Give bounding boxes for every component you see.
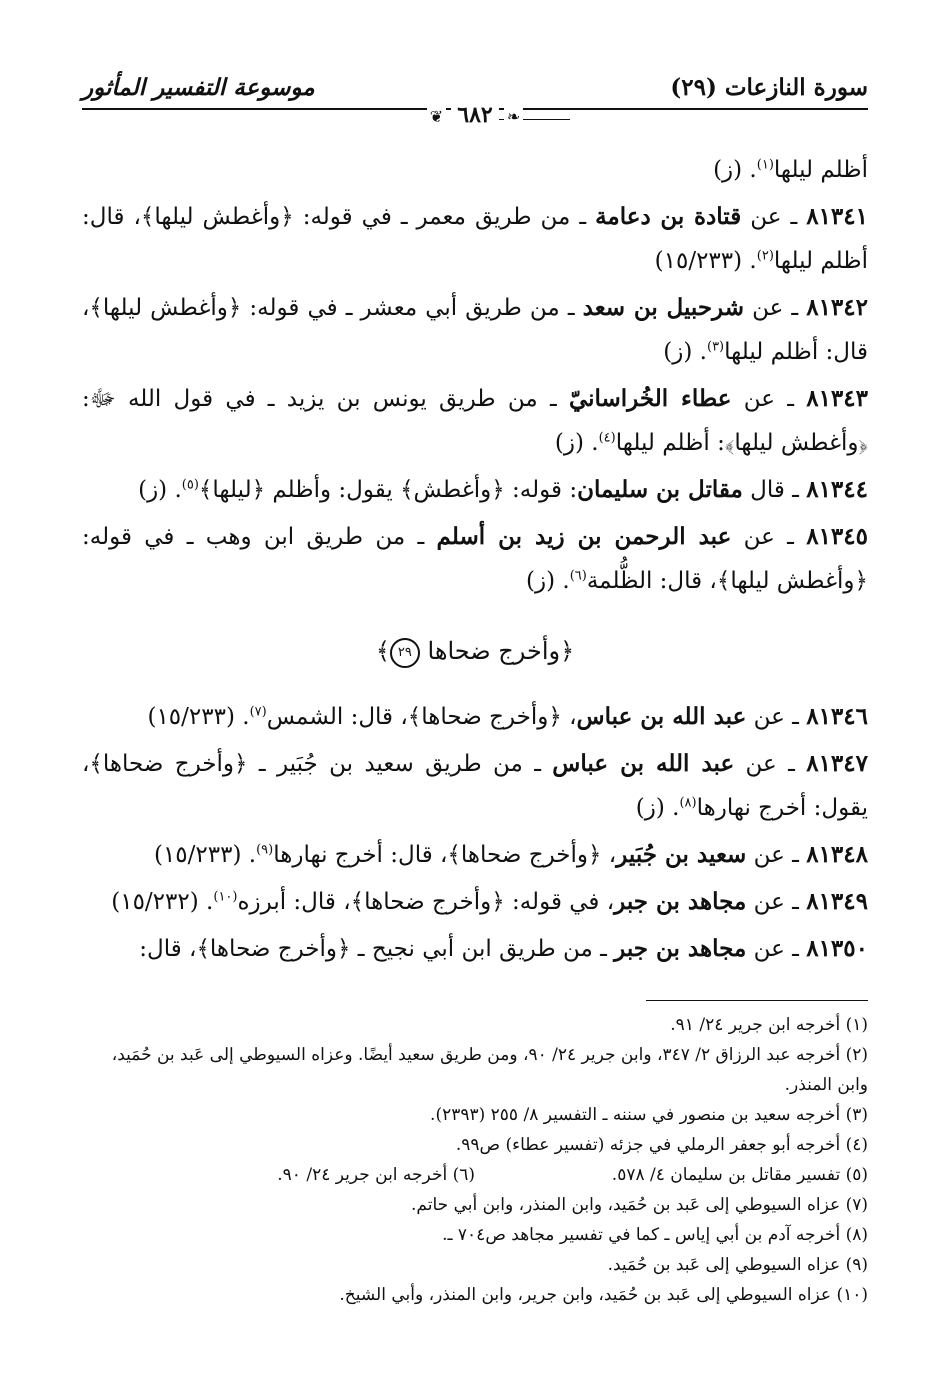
footnote: (٢) أخرجه عبد الرزاق ٢/ ٣٤٧، وابن جرير ٢٤/ ٩٠، ومن طريق سعيد أيضًا. وعزاه السيوطي إلى عَبد بن حُمَيد، وابن المنذر. xyxy=(111,1045,868,1095)
footnote-ref[interactable]: (٤) xyxy=(598,430,616,446)
narration-number: ٨١٣٤٦ xyxy=(806,703,868,730)
footnote-ref[interactable]: (٨) xyxy=(679,795,697,811)
narrator-name: شرحبيل بن سعد xyxy=(582,294,745,321)
footnote-ref[interactable]: (٦) xyxy=(569,568,587,584)
paragraph xyxy=(82,927,868,971)
paragraph-lead: ـ عن xyxy=(746,842,807,868)
paragraph xyxy=(82,286,868,374)
paragraph-lead: ـ عن xyxy=(731,524,807,550)
paragraph-tail: . (ز) xyxy=(713,157,757,183)
footnote: (٧) عزاه السيوطي إلى عَبد بن حُمَيد، وابن المنذر، وابن أبي حاتم. xyxy=(411,1195,868,1215)
narrator-name: عطاء الخُراسانيّ xyxy=(568,385,732,412)
narration-number: ٨١٣٤١ xyxy=(806,203,868,230)
paragraph-lead: ـ عن xyxy=(746,889,807,915)
book-title: موسوعة التفسير المأثور xyxy=(82,74,315,101)
paragraph xyxy=(82,377,868,465)
paragraph-text: ـ من طريق ابن أبي نجيح ـ ﴿وأخرج ضحاها﴾، قال: xyxy=(139,936,615,962)
footnote-ref[interactable]: (٩) xyxy=(256,842,274,858)
paragraph-lead: ـ عن xyxy=(731,386,807,412)
paragraph-text: ـ من طريق ابن وهب ـ في قوله: ﴿وأغطش ليلها﴾، قال: الظُّلمة xyxy=(82,524,868,594)
paragraph-text: ـ من طريق يونس بن يزيد ـ في قول الله ﷻ: ﴿وأغطش ليلها﴾: أظلم ليلها xyxy=(82,386,868,456)
narrator-name: عبد الله بن عباس xyxy=(552,750,735,777)
page-number: ٦٨٢ xyxy=(451,102,498,128)
paragraph-text: ـ من طريق سعيد بن جُبَير ـ ﴿وأخرج ضحاها﴾، يقول: أخرج نهارها xyxy=(82,751,868,821)
paragraph-tail: . (١٥/٢٣٢) xyxy=(111,889,214,915)
footnote: (٣) أخرجه سعيد بن منصور في سننه ـ التفسير ٨/ ٢٥٥ (٢٣٩٣). xyxy=(430,1105,868,1125)
paragraph xyxy=(82,195,868,283)
footnote-ref[interactable]: (٣) xyxy=(706,339,725,355)
page-number-block xyxy=(0,102,950,132)
paragraph-tail: . (١٥/٢٣٣) xyxy=(147,704,250,730)
footnote-ref[interactable]: (١٠) xyxy=(213,889,238,905)
narration-number: ٨١٣٤٨ xyxy=(806,841,868,868)
narrator-name: سعيد بن جُبَير xyxy=(616,841,747,868)
footnote: (٥) تفسير مقاتل بن سليمان ٤/ ٥٧٨. xyxy=(611,1165,868,1185)
paragraph-lead: ـ عن xyxy=(746,936,807,962)
narration-number: ٨١٣٤٢ xyxy=(806,294,868,321)
paragraph-tail: . (١٥/٢٣٣) xyxy=(153,842,257,868)
footnote-ref[interactable]: (٢) xyxy=(756,248,774,264)
narrator-name: مجاهد بن جبر xyxy=(614,935,747,962)
narration-number: ٨١٣٤٣ xyxy=(806,385,868,412)
paragraph-tail: . (ز) xyxy=(663,339,707,365)
paragraph-text: ، ﴿وأخرج ضحاها﴾، قال: الشمس xyxy=(266,704,577,730)
paragraph-text: ، ﴿وأخرج ضحاها﴾، قال: أخرج نهارها xyxy=(273,842,617,868)
ornament-icon: ❦ xyxy=(427,107,446,126)
narration-number: ٨١٣٤٥ xyxy=(806,523,868,550)
narrator-name: قتادة بن دعامة xyxy=(595,203,742,230)
footnote-pair xyxy=(82,1160,868,1190)
footnote: (٨) أخرجه آدم بن أبي إياس ـ كما في تفسير مجاهد ص٧٠٤ ـ. xyxy=(442,1225,868,1245)
paragraph-tail: . (١٥/٢٣٣) xyxy=(654,248,757,274)
main-text xyxy=(82,148,868,974)
narration-number: ٨١٣٤٧ xyxy=(806,750,868,777)
paragraph-tail: . (ز) xyxy=(526,568,570,594)
narrator-name: عبد الرحمن بن زيد بن أسلم xyxy=(436,523,732,550)
paragraph-text: ، في قوله: ﴿وأخرج ضحاها﴾، قال: أبرزه xyxy=(237,889,615,915)
paragraph-text: ـ من طريق أبي معشر ـ في قوله: ﴿وأغطش ليلها﴾، قال: أظلم ليلها xyxy=(82,295,868,365)
paragraph xyxy=(82,515,868,603)
surah-title: سورة النازعات (٢٩) xyxy=(670,74,868,101)
narration-number: ٨١٣٤٤ xyxy=(806,476,868,503)
paragraph-text: : قوله: ﴿وأغطش﴾ يقول: وأظلم ﴿ليلها﴾ xyxy=(198,477,578,503)
narration-number: ٨١٣٥٠ xyxy=(806,935,868,962)
footnote: (١) أخرجه ابن جرير ٢٤/ ٩١. xyxy=(670,1015,868,1035)
narration-number: ٨١٣٤٩ xyxy=(806,888,868,915)
paragraph xyxy=(82,742,868,830)
paragraph xyxy=(82,468,868,512)
narrator-name: مقاتل بن سليمان xyxy=(577,476,743,503)
paragraph-lead: ـ قال xyxy=(742,477,807,503)
paragraph xyxy=(82,880,868,924)
ayah-number: ٢٩ xyxy=(390,638,420,668)
footnote-divider xyxy=(646,1000,868,1001)
paragraph-text: أظلم ليلها xyxy=(773,157,868,183)
ayah-close: ﴾ xyxy=(375,637,390,665)
footnote-ref[interactable]: (١) xyxy=(756,157,774,173)
ayah-text: ﴿وأخرج ضحاها xyxy=(427,637,575,665)
footnote-ref[interactable]: (٥) xyxy=(181,477,199,493)
paragraph-lead: ـ عن xyxy=(734,751,807,777)
footnote-ref[interactable]: (٧) xyxy=(249,704,267,720)
paragraph-lead: ـ عن xyxy=(744,295,807,321)
ornament-icon: ❧ xyxy=(504,107,523,126)
footnote: (٤) أخرجه أبو جعفر الرملي في جزئه (تفسير عطاء) ص٩٩. xyxy=(455,1135,868,1155)
footnotes xyxy=(82,1010,868,1310)
footnote: (١٠) عزاه السيوطي إلى عَبد بن حُمَيد، وابن جرير، وابن المنذر، وأبي الشيخ. xyxy=(339,1285,868,1305)
paragraph xyxy=(82,833,868,877)
paragraph-tail: . (ز) xyxy=(635,795,680,821)
paragraph-lead: ـ عن xyxy=(741,204,807,230)
footnote: (٦) أخرجه ابن جرير ٢٤/ ٩٠. xyxy=(277,1165,475,1185)
narrator-name: مجاهد بن جبر xyxy=(614,888,747,915)
paragraph-tail: . (ز) xyxy=(138,477,182,503)
paragraph-text: ـ من طريق معمر ـ في قوله: ﴿وأغطش ليلها﴾، قال: أظلم ليلها xyxy=(82,204,868,274)
ayah-heading xyxy=(82,629,868,673)
paragraph-lead: ـ عن xyxy=(746,704,807,730)
paragraph xyxy=(82,148,868,192)
paragraph-tail: . (ز) xyxy=(554,430,599,456)
paragraph xyxy=(82,695,868,739)
narrator-name: عبد الله بن عباس xyxy=(576,703,747,730)
footnote: (٩) عزاه السيوطي إلى عَبد بن حُمَيد. xyxy=(607,1255,868,1275)
